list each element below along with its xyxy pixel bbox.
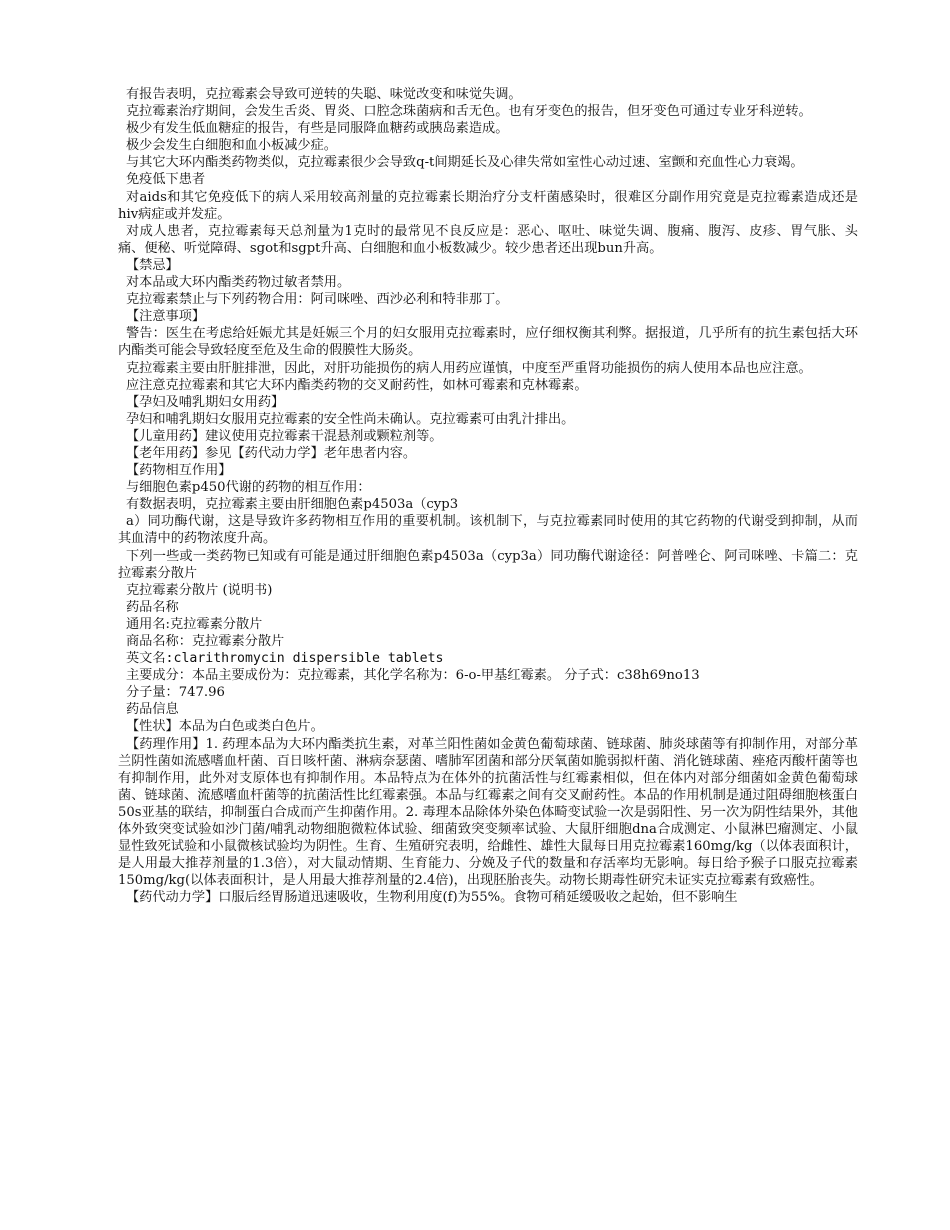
paragraph: 分子量：747.96	[126, 685, 225, 701]
paragraph: 对aids和其它免疫低下的病人采用较高剂量的克拉霉素长期治疗分支杆菌感染时，很难区分副作用究竟是克拉霉素造成还是hiv病症或并发症。	[118, 189, 858, 222]
paragraph: 应注意克拉霉素和其它大环内酯类药物的交叉耐药性，如林可霉素和克林霉素。	[126, 377, 588, 393]
paragraph: a）同功酶代谢，这是导致许多药物相互作用的重要机制。该机制下，与克拉霉素同时使用的其它药物的代谢受到抑制，从而其血清中的药物浓度升高。	[118, 514, 858, 547]
section-heading: 【孕妇及哺乳期妇女用药】	[126, 394, 285, 410]
paragraph: 【药理作用】1. 药理本品为大环内酯类抗生素，对革兰阳性菌如金黄色葡萄球菌、链球菌、肺炎球菌等有抑制作用，对部分革兰阴性菌如流感嗜血杆菌、百日咳杆菌、淋病奈瑟菌、嗜肺军团菌和部分厌氧菌如脆弱拟杆菌、消化链球菌、痤疮丙酸杆菌等也有抑制作用，此外对支原体也有抑制作用。本品特点为在体外的抗菌活性与红霉素相似，但在体内对部分细菌如金黄色葡萄球菌、链球菌、流感嗜血杆菌等的抗菌活性比红霉素强。本品与红霉素之间有交叉耐药性。本品的作用机制是通过阻碍细胞核蛋白50s亚基的联结，抑制蛋白合成而产生抑菌作用。2. 毒理本品除体外染色体畸变试验一次是弱阳性、另一次为阴性结果外，其他体外致突变试验如沙门菌/哺乳动物细胞微粒体试验、细菌致突变频率试验、大鼠肝细胞dna合成测定、小鼠淋巴瘤测定、小鼠显性致死试验和小鼠微核试验均为阴性。生育、生殖研究表明，给雌性、雄性大鼠每日用克拉霉素160mg/kg（以体表面积计，是人用最大推荐剂量的1.3倍），对大鼠动情期、生育能力、分娩及子代的数量和存活率均无影响。每日给予猴子口服克拉霉素150mg/kg(以体表面积计，是人用最大推荐剂量的2.4倍)，出现胚胎丧失。动物长期毒性研究未证实克拉霉素有致癌性。	[118, 736, 858, 889]
paragraph: 对成人患者，克拉霉素每天总剂量为1克时的最常见不良反应是：恶心、呕吐、味觉失调、腹痛、腹泻、皮疹、胃气胀、头痛、便秘、听觉障碍、sgot和sgpt升高、白细胞和血小板数减少。较少患者还出现bun升高。	[118, 223, 858, 256]
section-heading: 【注意事项】	[126, 309, 206, 325]
section-heading: 【药物相互作用】	[126, 463, 232, 479]
paragraph: 【儿童用药】建议使用克拉霉素干混悬剂或颗粒剂等。	[126, 428, 443, 444]
paragraph: 下列一些或一类药物已知或有可能是通过肝细胞色素p4503a（cyp3a）同功酶代谢途径：阿普唑仑、阿司咪唑、卡篇二：克拉霉素分散片	[118, 548, 858, 581]
paragraph: 主要成分：本品主要成份为：克拉霉素，其化学名称为：6-o-甲基红霉素。 分子式：c38h69no13	[126, 668, 700, 684]
paragraph: 对本品或大环内酯类药物过敏者禁用。	[126, 275, 351, 291]
section-heading: 免疫低下患者	[126, 172, 206, 188]
document-body	[118, 86, 858, 907]
paragraph: 【药代动力学】口服后经胃肠道迅速吸收，生物利用度(f)为55%。食物可稍延缓吸收之起始，但不影响生	[126, 890, 738, 906]
section-heading: 【禁忌】	[126, 257, 179, 273]
paragraph: 英文名:clarithromycin dispersible tablets	[126, 651, 444, 667]
paragraph: 克拉霉素禁止与下列药物合用：阿司咪唑、西沙必利和特非那丁。	[126, 292, 509, 308]
paragraph: 克拉霉素主要由肝脏排泄，因此，对肝功能损伤的病人用药应谨慎，中度至严重肾功能损伤的病人使用本品也应注意。	[126, 360, 812, 376]
paragraph: 有数据表明，克拉霉素主要由肝细胞色素p4503a（cyp3	[126, 497, 459, 513]
paragraph: 警告：医生在考虑给妊娠尤其是妊娠三个月的妇女服用克拉霉素时，应仔细权衡其利弊。据报道，几乎所有的抗生素包括大环内酯类可能会导致轻度至危及生命的假膜性大肠炎。	[118, 326, 858, 359]
paragraph: 孕妇和哺乳期妇女服用克拉霉素的安全性尚未确认。克拉霉素可由乳汁排出。	[126, 411, 575, 427]
paragraph: 克拉霉素治疗期间，会发生舌炎、胃炎、口腔念珠菌病和舌无色。也有牙变色的报告，但牙变色可通过专业牙科逆转。	[126, 104, 812, 120]
section-heading: 药品名称	[126, 599, 179, 615]
section-heading: 药品信息	[126, 702, 179, 718]
paragraph: 极少有发生低血糖症的报告，有些是同服降血糖药或胰岛素造成。	[126, 121, 509, 137]
paragraph: 与细胞色素p450代谢的药物的相互作用：	[126, 480, 371, 496]
paragraph: 极少会发生白细胞和血小板减少症。	[126, 138, 337, 154]
paragraph: 通用名:克拉霉素分散片	[126, 616, 263, 632]
paragraph: 有报告表明，克拉霉素会导致可逆转的失聪、味觉改变和味觉失调。	[126, 87, 522, 102]
document-title: 克拉霉素分散片 (说明书)	[126, 582, 273, 598]
paragraph: 【性状】本品为白色或类白色片。	[126, 719, 324, 735]
paragraph: 与其它大环内酯类药物类似，克拉霉素很少会导致q-t间期延长及心律失常如室性心动过速、室颤和充血性心力衰竭。	[126, 155, 804, 171]
paragraph: 商品名称：克拉霉素分散片	[126, 634, 285, 649]
paragraph: 【老年用药】参见【药代动力学】老年患者内容。	[126, 445, 417, 461]
